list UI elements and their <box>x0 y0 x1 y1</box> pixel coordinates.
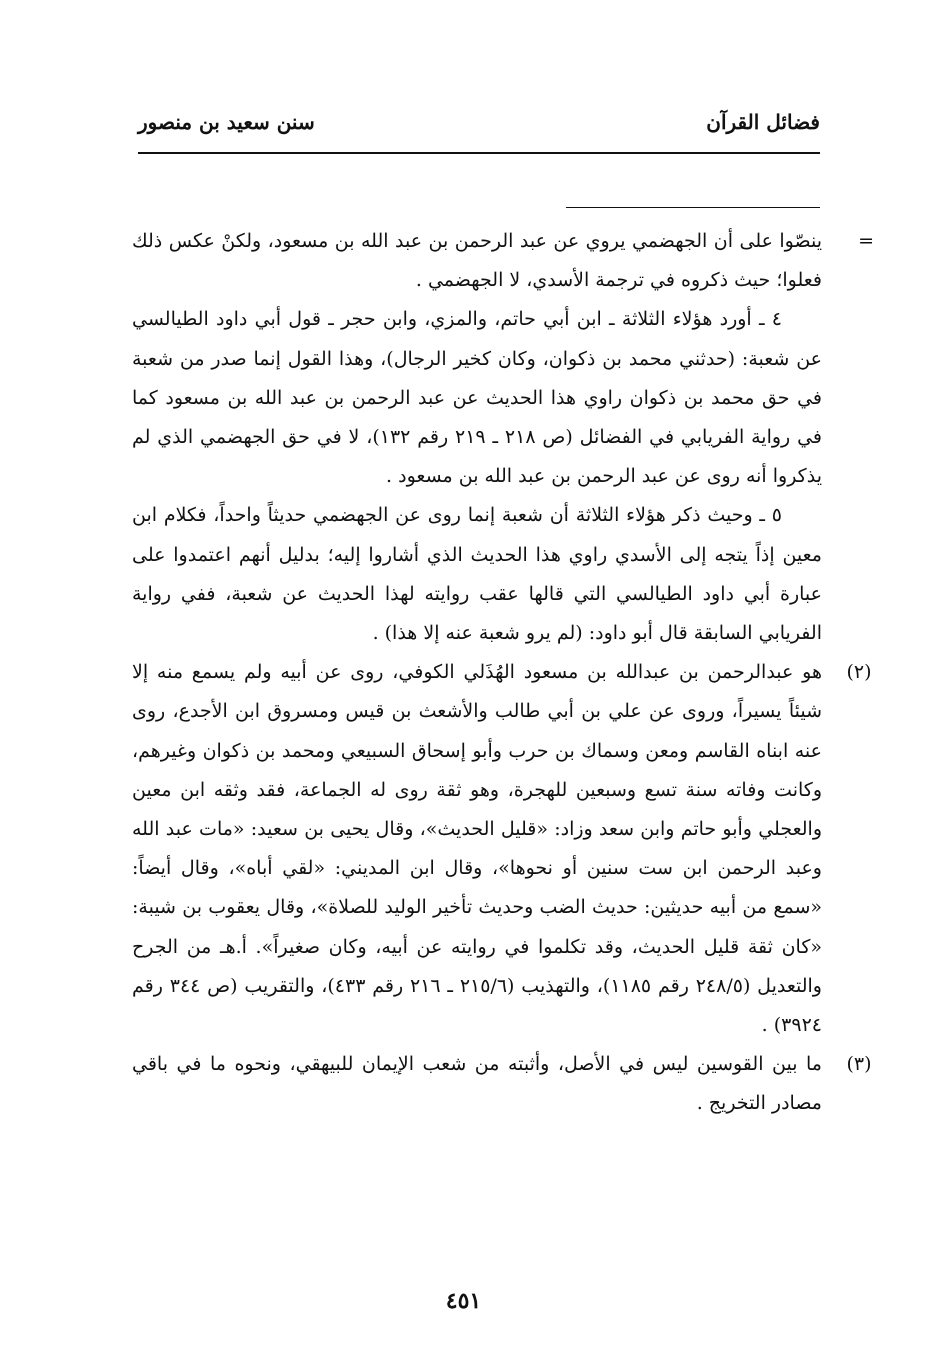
footnote-2 <box>132 653 872 1045</box>
page-number: ٤٥١ <box>445 1288 482 1314</box>
continuation-marker: = <box>858 230 874 252</box>
footnote-2-text: هو عبدالرحمن بن عبدالله بن مسعود الهُذَلي الكوفي، روى عن أبيه ولم يسمع منه إلا شيئاً يسيراً، وروى عن علي بن أبي طالب والأشعث بن قيس ومسروق ابن الأجدع، روى عنه ابناه القاسم ومعن وسماك بن حرب وأبو إسحاق السبيعي ومحمد بن ذكوان وغيرهم، وكانت وفاته سنة تسع وسبعين للهجرة، وهو ثقة روى له الجماعة، فقد وثقه ابن معين والعجلي وأبو حاتم وابن سعد وزاد: «قليل الحديث»، وقال يحيى بن سعيد: «مات عبد الله وعبد الرحمن ابن ست سنين أو نحوها»، وقال ابن المديني: «لقي أباه»، وقال أيضاً: «سمع من أبيه حديثين: حديث الضب وحديث تأخير الوليد للصلاة»، وقال يعقوب بن شيبة: «كان ثقة قليل الحديث، وقد تكلموا في روايته عن أبيه، وكان صغيراً». أ.هـ من الجرح والتعديل (٢٤٨/٥ رقم ١١٨٥)، والتهذيب (٢١٥/٦ ـ ٢١٦ رقم ٤٣٣)، والتقريب (ص ٣٤٤ رقم ٣٩٢٤) . <box>132 661 822 1037</box>
paragraph-point-5: ٥ ـ وحيث ذكر هؤلاء الثلاثة أن شعبة إنما روى عن الجهضمي حديثاً واحداً، فكلام ابن معين إذاً يتجه إلى الأسدي راوي هذا الحديث الذي أشاروا إليه؛ بدليل أنهم اعتمدوا على عبارة أبي داود الطيالسي التي قالها عقب روايته لهذا الحديث عن شعبة، ففي رواية الفريابي السابقة قال أبو داود: (لم يرو شعبة عنه إلا هذا) . <box>132 504 822 645</box>
footnote-3 <box>132 1045 872 1123</box>
footnote-2-marker: (٢) <box>846 661 872 684</box>
footnote-continuation <box>132 222 874 653</box>
header-book-title: سنن سعيد بن منصور <box>138 110 315 134</box>
paragraph-continuation: ينصّوا على أن الجهضمي يروي عن عبد الرحمن بن عبد الله بن مسعود، ولكنْ عكس ذلك فعلوا؛ حيث ذكروه في ترجمة الأسدي، لا الجهضمي . <box>132 230 823 292</box>
running-header <box>138 110 820 150</box>
paragraph-point-4: ٤ ـ أورد هؤلاء الثلاثة ـ ابن أبي حاتم، والمزي، وابن حجر ـ قول أبي داود الطيالسي عن شعبة: (حدثني محمد بن ذكوان، وكان كخير الرجال)، وهذا القول إنما صدر من شعبة في حق محمد بن ذكوان راوي هذا الحديث عن عبد الرحمن بن عبد الله بن مسعود كما في رواية الفريابي في الفضائل (ص ٢١٨ ـ ٢١٩ رقم ١٣٢)، لا في حق الجهضمي الذي لم يذكروا أنه روى عن عبد الرحمن بن عبد الله بن مسعود . <box>132 308 822 488</box>
footnote-divider <box>566 207 820 208</box>
header-chapter-title: فضائل القرآن <box>706 110 820 134</box>
header-divider <box>138 152 820 154</box>
footnotes-area <box>132 222 874 1124</box>
footnote-3-marker: (٣) <box>846 1053 872 1076</box>
footnote-3-text: ما بين القوسين ليس في الأصل، وأثبته من شعب الإيمان للبيهقي، ونحوه ما في باقي مصادر التخريج . <box>132 1053 822 1115</box>
